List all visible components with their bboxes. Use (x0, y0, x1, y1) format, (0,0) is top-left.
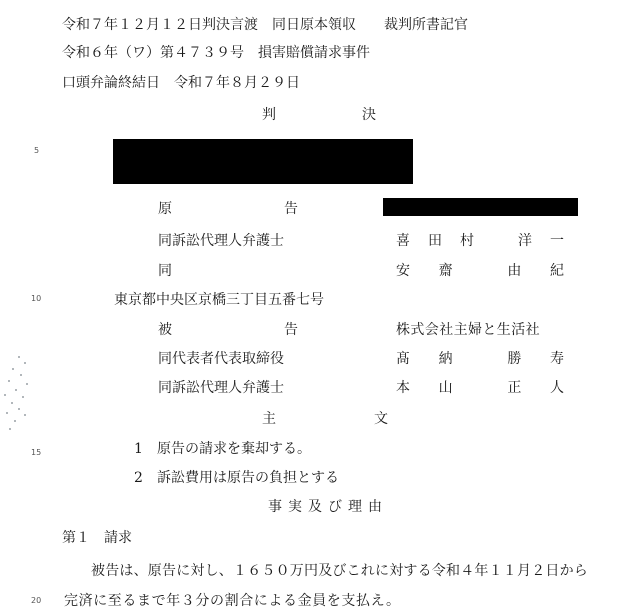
claim-body-line-2: 完済に至るまで年３分の割合による金員を支払え。 (64, 593, 401, 609)
representative-label: 同代表者代表取締役 (158, 351, 284, 367)
plaintiff-counsel-label: 同訴訟代理人弁護士 (158, 233, 284, 249)
facts-heading: 事実及び理由 (268, 499, 388, 515)
line-number-5: 5 (34, 146, 40, 155)
representative-name: 髙 納 勝 寿 (396, 351, 564, 367)
plaintiff-label-char-2: 告 (284, 201, 298, 217)
line-number-20: 20 (31, 596, 42, 605)
section-1-heading: 第１ 請求 (62, 530, 132, 546)
defendant-label-char-2: 告 (284, 322, 298, 338)
header-date-line: 令和７年１２月１２日判決言渡 同日原本領収 裁判所書記官 (62, 17, 468, 33)
claim-body-line-1: 被告は、原告に対し、１６５０万円及びこれに対する令和４年１１月２日から (91, 563, 588, 579)
line-number-15: 15 (31, 448, 42, 457)
title-char-1: 判 (262, 107, 276, 123)
redaction-plaintiff-name (383, 198, 578, 216)
plaintiff-counsel-1-name: 喜 田 村 洋 一 (396, 233, 564, 249)
defendant-name: 株式会社主婦と生活社 (396, 322, 540, 338)
main-item-2-text: 訴訟費用は原告の負担とする (157, 470, 339, 486)
plaintiff-counsel-2-name: 安 齋 由 紀 (396, 263, 564, 279)
main-item-1-number: 1 (134, 441, 143, 457)
defendant-counsel-label: 同訴訟代理人弁護士 (158, 380, 284, 396)
defendant-counsel-name: 本 山 正 人 (396, 380, 564, 396)
main-text-heading-char-2: 文 (374, 411, 388, 427)
case-number-line: 令和６年（ワ）第４７３９号 損害賠償請求事件 (62, 45, 370, 61)
main-item-2-number: 2 (134, 470, 143, 486)
line-number-10: 10 (31, 294, 42, 303)
redaction-plaintiff-address (113, 139, 413, 184)
oral-argument-date-line: 口頭弁論終結日 令和７年８月２９日 (62, 75, 300, 91)
main-text-heading-char-1: 主 (262, 411, 276, 427)
plaintiff-label-char-1: 原 (158, 201, 172, 217)
main-item-1-text: 原告の請求を棄却する。 (157, 441, 311, 457)
same-label: 同 (158, 263, 172, 279)
defendant-label-char-1: 被 (158, 322, 172, 338)
title-char-2: 決 (362, 107, 376, 123)
defendant-address: 東京都中央区京橋三丁目五番七号 (114, 292, 324, 308)
